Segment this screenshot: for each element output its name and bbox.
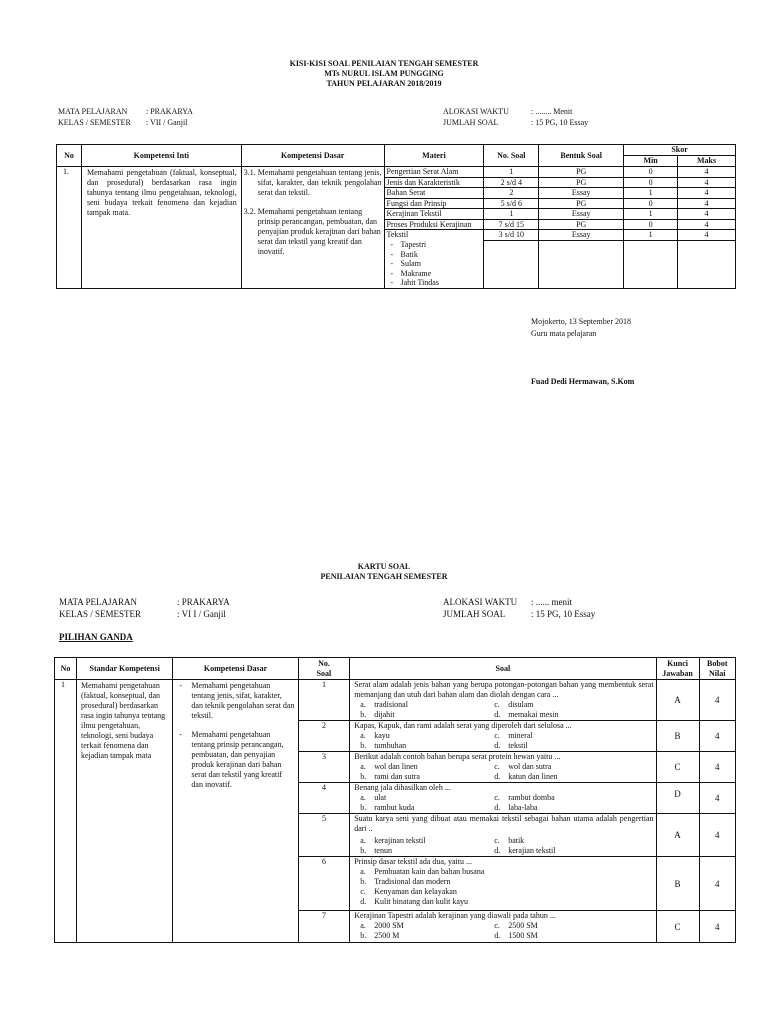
option-letter: b. — [360, 803, 367, 812]
score-weight: 4 — [699, 857, 735, 911]
kartu-kd-item — [179, 681, 294, 721]
option-b: 2500 M — [374, 931, 400, 940]
option-a: ulat — [374, 793, 387, 802]
kisi-header-maks: Maks — [678, 156, 736, 167]
option-letter: a. — [360, 731, 366, 740]
score-weight: 4 — [699, 721, 735, 752]
score-weight: 4 — [699, 911, 735, 943]
kartu-header-nosoal-line1: No. — [318, 658, 330, 668]
answer-key: C — [656, 911, 699, 943]
option-a: 2000 SM — [374, 921, 404, 930]
option-letter: a. — [360, 867, 366, 876]
kisi-bentuk: PG — [539, 198, 624, 209]
kisi-header-skor: Skor — [624, 145, 736, 156]
kartu-title-line1: KARTU SOAL — [357, 562, 411, 571]
score-weight: 4 — [699, 814, 735, 857]
question-no: 2 — [298, 721, 349, 752]
option-letter: b. — [360, 710, 367, 719]
kisi-ki-text: Memahami pengetahuan (faktual, konseptual, dan prosedural) berdasarkan rasa ingin tahunya tentang ilmu pengetahuan, teknologi, seni budaya terkait fenomena dan kejadian tampak mata. — [81, 167, 241, 289]
kisi-row-no: 1. — [57, 167, 82, 289]
option-letter: c. — [494, 793, 500, 802]
score-weight: 4 — [699, 752, 735, 783]
kartu-row-no: 1 — [55, 680, 77, 943]
question-no: 7 — [298, 911, 349, 943]
option-letter: b. — [360, 931, 367, 940]
kisi-title-line1: KISI-KISI SOAL PENILAIAN TENGAH SEMESTER — [289, 59, 479, 68]
kisi-title-line3: TAHUN PELAJARAN 2018/2019 — [326, 79, 442, 88]
option-c: batik — [508, 836, 525, 845]
kisi-header-kd: Kompetensi Dasar — [241, 145, 384, 167]
kisi-kelas-value: : VII / Ganjil — [146, 118, 188, 127]
option-letter: c. — [360, 887, 366, 896]
option-a: kerajinan tekstil — [374, 836, 426, 845]
kartu-kd-cell — [173, 680, 298, 943]
kartu-title-line2: PENILAIAN TENGAH SEMESTER — [320, 572, 448, 581]
kisi-kd-cell — [241, 167, 384, 289]
kisi-alokasi-value: : ........ Menit — [531, 107, 573, 116]
option-d: tekstil — [508, 741, 528, 750]
kartu-alokasi-label: ALOKASI WAKTU — [443, 597, 518, 607]
kartu-header-kunci-line2: Jawaban — [662, 668, 693, 678]
option-d: katun dan linen — [508, 772, 558, 781]
kisi-kd1-text: Memahami pengetahuan tentang jenis, sifat, karakter, dan teknik pengolahan serat dan tekstil. — [257, 168, 382, 197]
option-c: wol dan sutra — [508, 762, 552, 771]
question-options — [352, 867, 653, 907]
kartu-header-bobot — [699, 658, 735, 680]
kartu-kd-item-text: - Memahami pengetahuan tentang jenis, sifat, karakter, dan teknik pengolahan serat dan tekstil. — [191, 681, 295, 720]
kisi-maks: 4 — [678, 198, 736, 209]
question-options — [352, 793, 653, 813]
kisi-min: 1 — [624, 188, 678, 199]
kisi-nosoal: 2 — [484, 188, 539, 199]
kartu-header-bobot-line2: Nilai — [709, 668, 726, 678]
kartu-kd-list — [179, 681, 294, 790]
kartu-header-soal: Soal — [350, 658, 656, 680]
option-c: 2500 SM — [508, 921, 538, 930]
option-c: rambut domba — [508, 793, 555, 802]
kartu-jumlah-label: JUMLAH SOAL — [443, 609, 506, 619]
option-letter: d. — [494, 710, 501, 719]
option-d: memakai mesin — [508, 710, 559, 719]
kisi-header-materi: Materi — [384, 145, 484, 167]
question-text: Suatu karya seni yang dibuat atau memakai tekstil sebagai bahan utama adalah pengertian dari .. — [354, 814, 654, 833]
kartu-kd-item-text: - Memahami pengetahuan tentang prinsip perancangan, pembuatan, dan penyajian produk kerajinan dari bahan serat dan tekstil yang kreatif dan inovatif. — [191, 730, 284, 789]
kisi-materi: Pengertian Serat Alam — [384, 167, 484, 178]
kisi-nosoal: 2 s/d 4 — [484, 177, 539, 188]
kisi-title-line2: MTs NURUL ISLAM PUNGGING — [324, 69, 444, 78]
option-d: laba-laba — [508, 803, 538, 812]
question-no: 5 — [298, 814, 349, 857]
kisi-sign-place: Mojokerto, 13 September 2018 — [531, 317, 631, 326]
kartu-mapel-value: : PRAKARYA — [177, 597, 230, 607]
question-cell — [350, 857, 656, 911]
kisi-materi: Proses Produksi Kerajinan — [384, 219, 484, 230]
kisi-jumlah-value: : 15 PG, 10 Essay — [531, 118, 589, 127]
question-text: Berikut adalah contoh bahan berupa serat protein hewan yaitu ... — [354, 752, 561, 761]
question-text: Prinsip dasar tekstil ada dua, yaitu ... — [354, 857, 472, 866]
score-weight: 4 — [699, 680, 735, 721]
kisi-min: 1 — [624, 209, 678, 220]
kisi-bentuk: PG — [539, 219, 624, 230]
kisi-kd2-no: 3.2. — [243, 207, 256, 216]
answer-key: A — [656, 680, 699, 721]
kisi-bentuk: PG — [539, 177, 624, 188]
question-no: 3 — [298, 752, 349, 783]
kisi-materi-item: - Tapestri — [391, 240, 482, 250]
kisi-materi-list-cell — [384, 240, 484, 288]
option-b: tumbuhan — [374, 741, 407, 750]
option-letter: b. — [360, 877, 367, 886]
option-letter: d. — [360, 897, 367, 906]
kisi-materi-list — [391, 240, 482, 288]
option-letter: c. — [494, 700, 500, 709]
kisi-materi-item: - Jahit Tindas — [391, 278, 482, 288]
question-options — [352, 731, 653, 751]
question-no: 6 — [298, 857, 349, 911]
option-letter: d. — [494, 741, 501, 750]
kartu-title — [0, 562, 768, 582]
option-letter: d. — [494, 772, 501, 781]
kartu-sk-text: Memahami pengetahuan (faktual, konseptual, dan prosedural) berdasarkan rasa ingin tahunya tentang ilmu pengetahuan, teknologi, seni budaya terkait fenomena dan kejadian tampak mata — [76, 680, 172, 943]
option-letter: a. — [360, 836, 366, 845]
kisi-mapel-value: : PRAKARYA — [146, 107, 193, 116]
kisi-mapel-label: MATA PELAJARAN — [58, 107, 128, 116]
question-cell — [350, 721, 656, 752]
kisi-header-ki: Kompetensi Inti — [81, 145, 241, 167]
kisi-header-no: No — [57, 145, 82, 167]
kisi-bentuk: Essay — [539, 230, 624, 241]
question-cell — [350, 680, 656, 721]
option-b: rami dan sutra — [374, 772, 420, 781]
option-d: kerajian tekstil — [508, 846, 556, 855]
kisi-sign-name: Fuad Dedi Hermawan, S.Kom — [531, 377, 635, 386]
question-no: 4 — [298, 783, 349, 814]
kisi-kelas-label: KELAS / SEMESTER — [58, 118, 131, 127]
answer-key: B — [656, 721, 699, 752]
answer-key: D — [656, 783, 699, 814]
kisi-min: 0 — [624, 167, 678, 178]
question-cell — [350, 814, 656, 857]
kartu-alokasi-value: : ...... menit — [531, 597, 572, 607]
option-b: tenun — [374, 846, 392, 855]
kisi-maks: 4 — [678, 188, 736, 199]
question-text: Benang jala dihasilkan oleh ... — [354, 783, 451, 792]
question-cell — [350, 752, 656, 783]
kartu-mapel-label: MATA PELAJARAN — [59, 597, 138, 607]
question-options — [352, 921, 653, 941]
kisi-min: 1 — [624, 230, 678, 241]
question-text: Serat alam adalah jenis bahan yang berupa potongan-potongan bahan yang membentuk serat memanjang dan utuh dari bahan alam dan diolah dengan cara ... — [354, 680, 654, 699]
question-text: Kapas, Kapuk, dan rami adalah serat yang diperoleh dari selulosa ... — [354, 721, 572, 730]
kisi-min: 0 — [624, 198, 678, 209]
question-options — [352, 762, 653, 782]
kisi-materi: Kerajinan Tekstil — [384, 209, 484, 220]
kisi-materi: Tekstil — [384, 230, 484, 241]
question-cell — [350, 911, 656, 943]
kartu-kd-item — [179, 730, 294, 790]
option-a: wol dan linen — [374, 762, 418, 771]
option-a: tradisional — [374, 700, 408, 709]
option-letter: d. — [494, 846, 501, 855]
kisi-maks: 4 — [678, 209, 736, 220]
option-c: mineral — [508, 731, 533, 740]
kisi-nosoal: 1 — [484, 209, 539, 220]
kartu-jumlah-value: : 15 PG, 10 Essay — [531, 609, 596, 619]
option-d: Kulit binatang dan kulit kayu — [374, 897, 468, 906]
question-text: Kerajinan Tapestri adalah kerajinan yang diawali pada tahun ... — [354, 911, 556, 920]
option-a: kayu — [374, 731, 390, 740]
kartu-header-kd: Kompetensi Dasar — [173, 658, 298, 680]
kisi-nosoal: 7 s/d 15 — [484, 219, 539, 230]
question-no: 1 — [298, 680, 349, 721]
option-letter: a. — [360, 921, 366, 930]
kisi-table — [56, 144, 736, 289]
option-d: 1500 SM — [508, 931, 538, 940]
kisi-nosoal: 1 — [484, 167, 539, 178]
option-letter: c. — [494, 731, 500, 740]
kisi-maks: 4 — [678, 230, 736, 241]
kartu-header-kunci-line1: Kunci — [667, 658, 688, 668]
kisi-title — [0, 59, 768, 89]
kisi-bentuk: PG — [539, 167, 624, 178]
kartu-kelas-label: KELAS / SEMESTER — [59, 609, 142, 619]
option-c: disulam — [508, 700, 534, 709]
kartu-header-no: No — [55, 658, 77, 680]
answer-key: A — [656, 814, 699, 857]
kisi-nosoal: 3 s/d 10 — [484, 230, 539, 241]
option-letter: b. — [360, 846, 367, 855]
question-options — [352, 700, 653, 720]
kisi-alokasi-label: ALOKASI WAKTU — [443, 107, 509, 116]
kisi-materi-item: - Makrame — [391, 269, 482, 279]
kisi-kd1-no: 3.1. — [243, 168, 256, 177]
kartu-header-nosoal — [298, 658, 349, 680]
kisi-materi: Jenis dan Karakteristik — [384, 177, 484, 188]
kartu-table — [54, 657, 736, 943]
kisi-maks: 4 — [678, 219, 736, 230]
option-b: rambut kuda — [374, 803, 415, 812]
kisi-jumlah-label: JUMLAH SOAL — [443, 118, 499, 127]
kartu-header-bobot-line1: Bobot — [707, 658, 728, 668]
option-letter: a. — [360, 762, 366, 771]
score-weight: 4 — [699, 783, 735, 814]
option-b: dijahit — [374, 710, 395, 719]
kisi-materi-item: - Sulam — [391, 259, 482, 269]
answer-key: C — [656, 752, 699, 783]
option-letter: c. — [494, 921, 500, 930]
option-letter: d. — [494, 931, 501, 940]
option-letter: a. — [360, 793, 366, 802]
question-options — [352, 836, 653, 856]
kisi-min: 0 — [624, 177, 678, 188]
option-letter: a. — [360, 700, 366, 709]
question-cell — [350, 783, 656, 814]
option-letter: b. — [360, 741, 367, 750]
kisi-sign-role: Guru mata pelajaran — [531, 329, 597, 338]
kisi-kd2-text: Memahami pengetahuan tentang prinsip perancangan, pembuatan, dan penyajian produk kerajinan dari bahan serat dan tekstil yang kreatif dan inovatif. — [257, 207, 381, 256]
kartu-header-nosoal-line2: Soal — [316, 668, 332, 678]
kisi-materi-item: - Batik — [391, 250, 482, 260]
option-a: Pembuatan kain dan bahan busana — [374, 867, 485, 876]
option-b: Tradisional dan modern — [374, 877, 451, 886]
kisi-nosoal: 5 s/d 6 — [484, 198, 539, 209]
kartu-header-kunci — [656, 658, 699, 680]
kisi-header-nosoal: No. Soal — [484, 145, 539, 167]
kisi-header-min: Min — [624, 156, 678, 167]
option-letter: d. — [494, 803, 501, 812]
option-letter: c. — [494, 762, 500, 771]
kisi-bentuk: Essay — [539, 209, 624, 220]
option-c: Kenyaman dan kelayakan — [374, 887, 457, 896]
kartu-kelas-value: : VI I / Ganjil — [177, 609, 226, 619]
kisi-materi: Fungsi dan Prinsip — [384, 198, 484, 209]
kisi-materi: Bahan Serat — [384, 188, 484, 199]
kartu-header-sk: Standar Kompetensi — [76, 658, 172, 680]
kisi-bentuk: Essay — [539, 188, 624, 199]
kisi-min: 0 — [624, 219, 678, 230]
kisi-maks: 4 — [678, 177, 736, 188]
kartu-section-title: PILIHAN GANDA — [59, 632, 133, 642]
kisi-header-bentuk: Bentuk Soal — [539, 145, 624, 167]
option-letter: b. — [360, 772, 367, 781]
option-letter: c. — [494, 836, 500, 845]
kisi-maks: 4 — [678, 167, 736, 178]
answer-key: B — [656, 857, 699, 911]
